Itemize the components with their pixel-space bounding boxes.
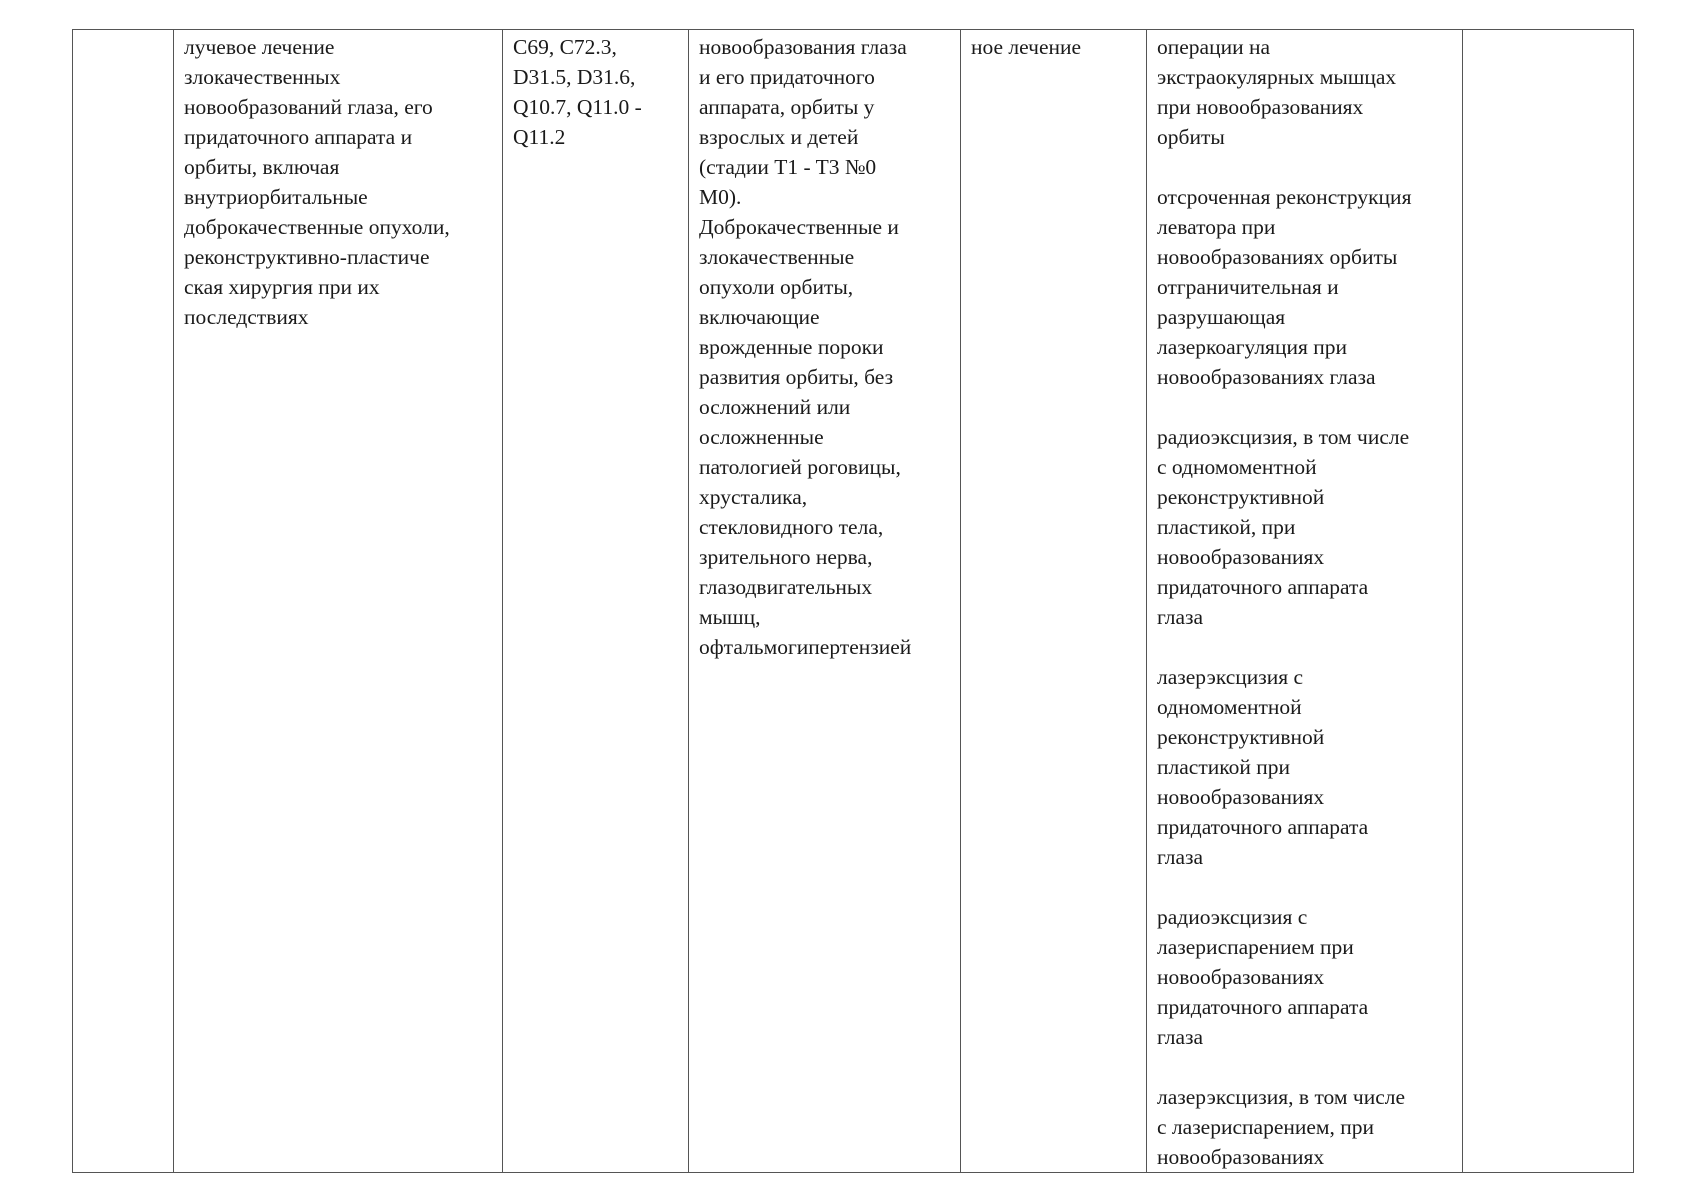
treatment-method-item: лазерэксцизия с одномоментной реконструктивной пластикой при новообразованиях придаточного аппарата глаза (1157, 665, 1369, 869)
treatment-type-text: лучевое лечение злокачественных новообразований глаза, его придаточного аппарата и орбиты, включая внутриорбитальные доброкачественные опухоли, реконструктивно-пластиче ская хирургия при их последствиях (184, 35, 450, 329)
medical-care-table (72, 29, 1634, 1173)
patient-model-cell (689, 30, 961, 1173)
cost-cell (1463, 30, 1634, 1173)
treatment-method-item: радиоэксцизия, в том числе с одномоментной реконструктивной пластикой, при новообразованиях придаточного аппарата глаза (1157, 425, 1410, 629)
icd-codes-cell (503, 30, 689, 1173)
treatment-method-item: операции на экстраокулярных мышцах при новообразованиях орбиты (1157, 35, 1397, 149)
icd-codes-text: C69, C72.3, D31.5, D31.6, Q10.7, Q11.0 - Q11.2 (513, 35, 642, 149)
treatment-methods-cell (1147, 30, 1463, 1173)
row-number-cell (73, 30, 174, 1173)
treatment-method-item: отсроченная реконструкция леватора при новообразованиях орбиты отграничительная и разрушающая лазеркоагуляция при новообразованиях глаза (1157, 185, 1412, 389)
treatment-kind-cell (961, 30, 1147, 1173)
table-row (73, 30, 1634, 1173)
treatment-type-cell (174, 30, 503, 1173)
patient-model-text: новообразования глаза и его придаточного аппарата, орбиты у взрослых и детей (стадии T1 - T3 №0 M0). Доброкачественные и злокачественные опухоли орбиты, включающие врожденные пороки развития орбиты, без осложнений или осложненные патологией роговицы, хрусталика, стекловидного тела, зрительного нерва, глазодвигательных мышц, офтальмогипертензией (699, 35, 912, 659)
treatment-method-item: лазерэксцизия, в том числе с лазериспарением, при новообразованиях (1157, 1085, 1406, 1169)
treatment-method-item: радиоэксцизия с лазериспарением при новообразованиях придаточного аппарата глаза (1157, 905, 1369, 1049)
treatment-kind-text: ное лечение (971, 35, 1082, 59)
